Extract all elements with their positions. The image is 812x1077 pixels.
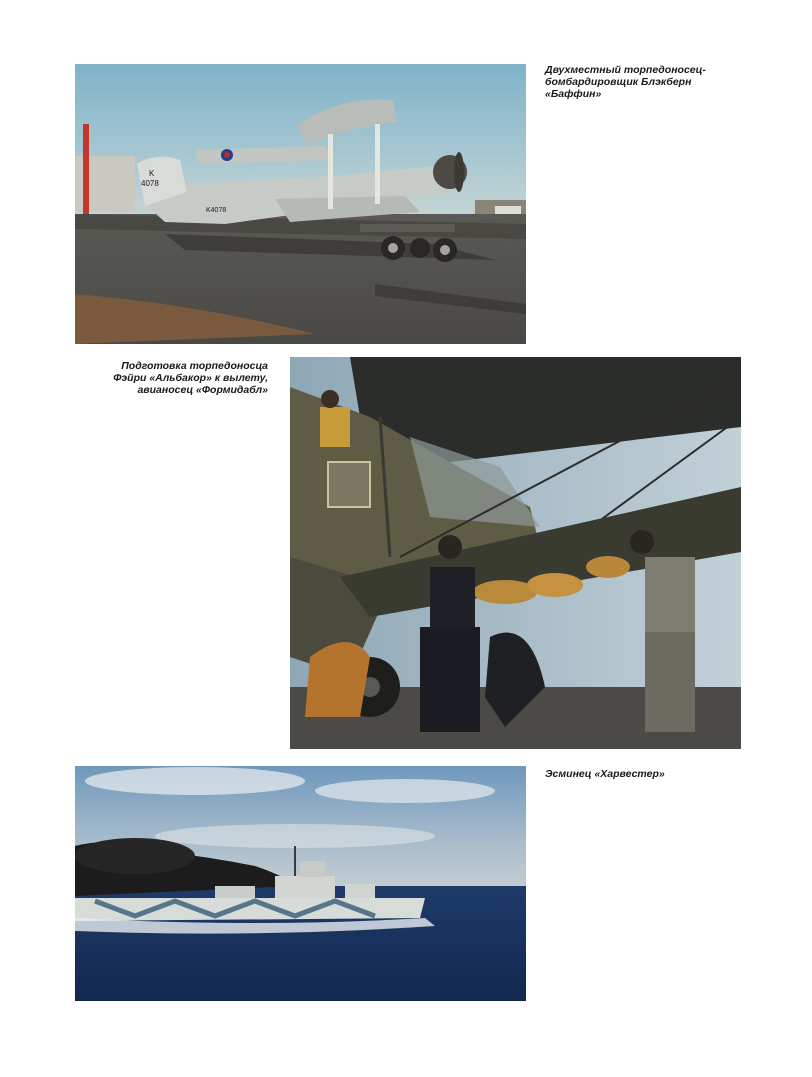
caption-blackburn-baffin: Двухместный торпедоносец- бомбардировщик Блэкберн «Баффин»	[545, 64, 706, 100]
photo-fairey-albacore	[290, 357, 741, 749]
photo-destroyer-harvester	[75, 766, 526, 1001]
harvester-photo-art	[75, 766, 526, 1001]
fin-code-text: K	[149, 169, 155, 178]
fuselage-code-text: K4078	[206, 207, 227, 214]
photo-blackburn-baffin	[75, 64, 526, 344]
baffin-photo-art	[75, 64, 526, 344]
caption-destroyer-harvester: Эсминец «Харвестер»	[545, 768, 665, 780]
fin-number-text: 4078	[141, 179, 159, 188]
albacore-photo-art	[290, 357, 741, 749]
caption-fairey-albacore: Подготовка торпедоносца Фэйри «Альбакор» к вылету, авианосец «Формидабл»	[113, 360, 268, 396]
